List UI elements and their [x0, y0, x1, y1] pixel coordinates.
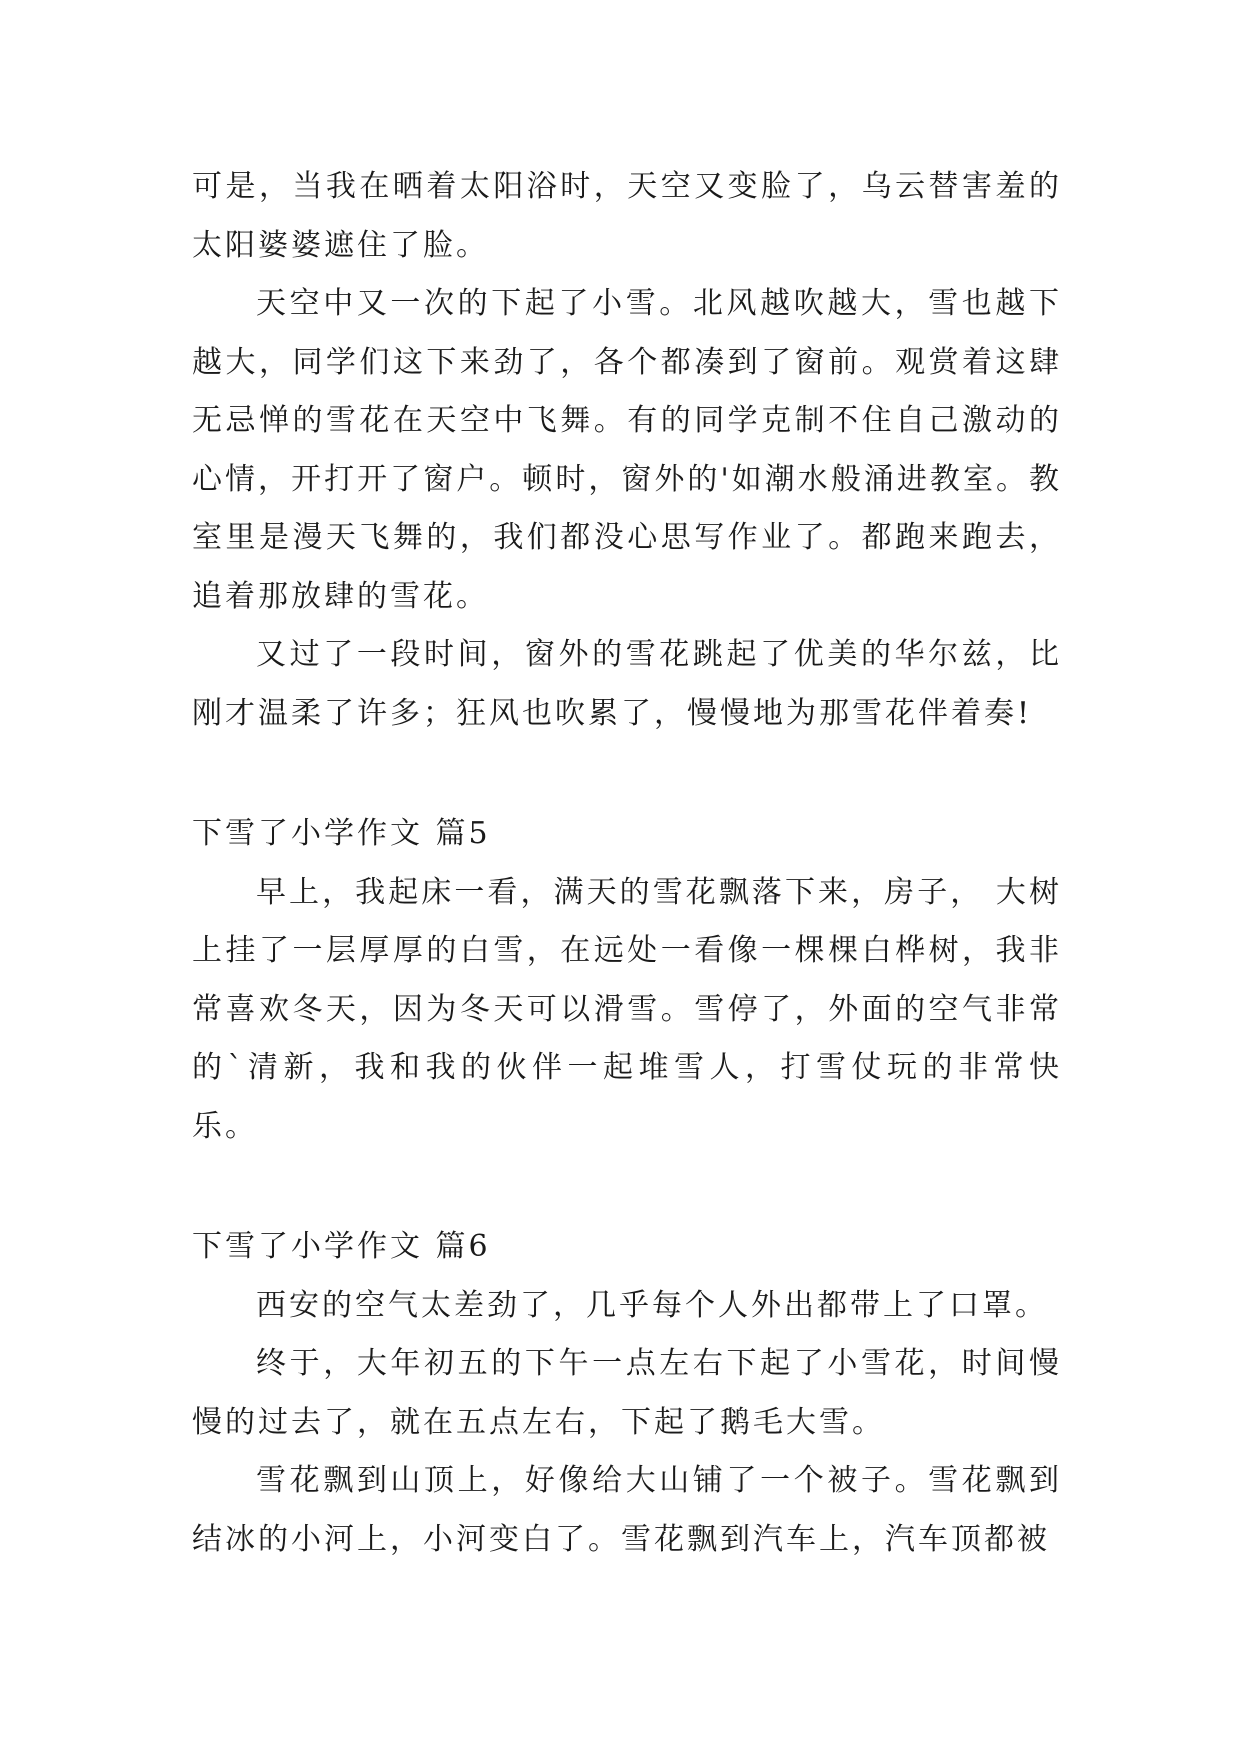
- essay-content: [192, 158, 1062, 1569]
- paragraph-5: 西安的空气太差劲了，几乎每个人外出都带上了口罩。: [256, 1287, 1048, 1323]
- paragraph-3: 又过了一段时间，窗外的雪花跳起了优美的华尔兹，比刚才温柔了许多；狂风也吹累了，慢慢地为那雪花伴着奏!: [192, 637, 1062, 731]
- paragraph-4: 早上，我起床一看，满天的雪花飘落下来，房子， 大树上挂了一层厚厚的白雪，在远处一看像一棵棵白桦树，我非常喜欢冬天，因为冬天可以滑雪。雪停了，外面的空气非常的`清新，我和我的伙伴一起堆雪人，打雪仗玩的非常快乐。: [192, 874, 1062, 1144]
- paragraph-7: 雪花飘到山顶上，好像给大山铺了一个被子。雪花飘到结冰的小河上，小河变白了。雪花飘到汽车上，汽车顶都被: [192, 1463, 1062, 1557]
- section-heading-6: 下雪了小学作文 篇6: [192, 1229, 491, 1264]
- paragraph-1: 可是，当我在晒着太阳浴时，天空又变脸了，乌云替害羞的太阳婆婆遮住了脸。: [192, 169, 1062, 263]
- paragraph-6: 终于，大年初五的下午一点左右下起了小雪花，时间慢慢的过去了，就在五点左右，下起了鹅毛大雪。: [192, 1346, 1062, 1440]
- paragraph-2: 天空中又一次的下起了小雪。北风越吹越大，雪也越下越大，同学们这下来劲了，各个都凑到了窗前。观赏着这肆无忌惮的雪花在天空中飞舞。有的同学克制不住自己激动的心情，开打开了窗户。顿时，窗外的'如潮水般涌进教室。教室里是漫天飞舞的，我们都没心思写作业了。都跑来跑去，追着那放肆的雪花。: [192, 286, 1062, 614]
- section-heading-5: 下雪了小学作文 篇5: [192, 816, 491, 851]
